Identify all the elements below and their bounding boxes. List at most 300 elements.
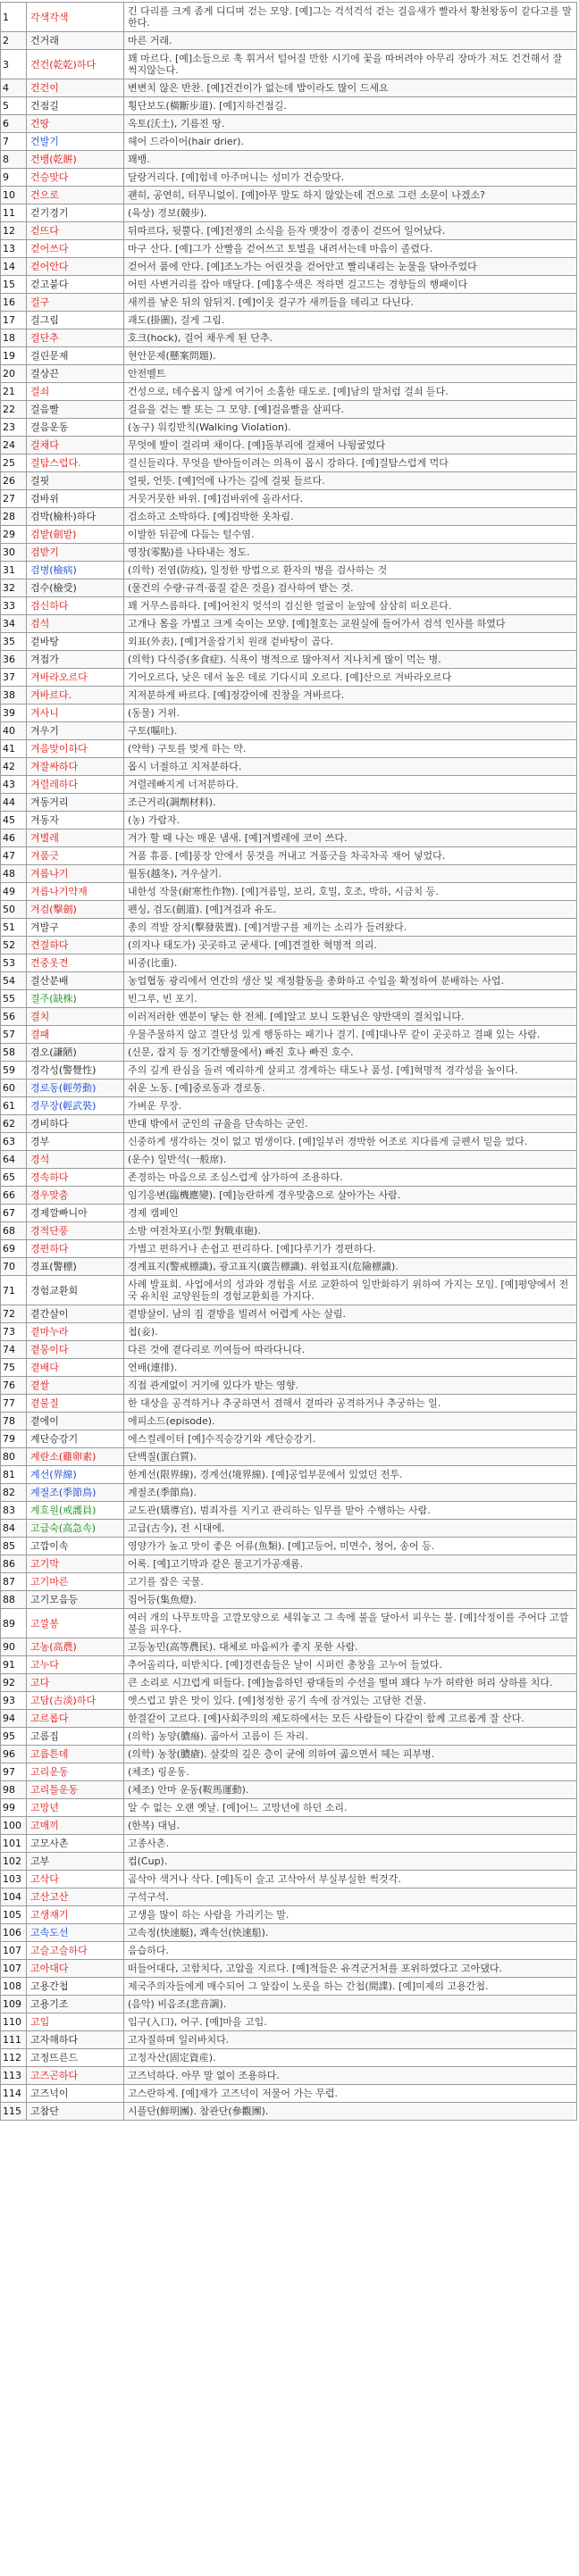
table-row <box>1 937 577 955</box>
table-row <box>1 794 577 812</box>
table-row <box>1 1763 577 1781</box>
definition: 엣스럽고 맑은 맛이 있다. [예]청정한 공기 속에 잠겨있는 고담한 건물. <box>124 1692 577 1710</box>
definition: 마른 거래. <box>124 32 577 50</box>
row-number: 47 <box>1 847 27 865</box>
headword: 걷고붙다 <box>27 276 124 294</box>
row-number: 40 <box>1 722 27 740</box>
table-row <box>1 1573 577 1591</box>
definition: 현안문제(懸案問題). <box>124 347 577 365</box>
row-number: 6 <box>1 115 27 133</box>
headword: 겨발구 <box>27 919 124 937</box>
row-number: 35 <box>1 633 27 651</box>
definition: 변변치 않은 반찬. [예]건건이가 없는데 밥이라도 많이 드세요 <box>124 79 577 97</box>
table-row <box>1 365 577 383</box>
table-row <box>1 1728 577 1746</box>
definition: 한계선(限界線), 경계선(境界線). [예]공업부문에서 있었던 전투. <box>124 1466 577 1484</box>
headword: 고르롭다 <box>27 1710 124 1728</box>
definition: 사례 발표회. 사업에서의 성과와 경험을 서로 교환하여 일반화하기 위하여 가지는 모임. [예]평양에서 전국 유치원 교양원들의 경험교환회를 가지다. <box>124 1276 577 1305</box>
table-row <box>1 1978 577 1996</box>
table-row <box>1 544 577 562</box>
table-row <box>1 133 577 151</box>
headword: 걸쇠 <box>27 383 124 401</box>
row-number: 30 <box>1 544 27 562</box>
table-row <box>1 419 577 437</box>
headword: 고산고산 <box>27 1888 124 1906</box>
headword: 곁불질 <box>27 1395 124 1413</box>
row-number: 111 <box>1 2031 27 2049</box>
row-number: 66 <box>1 1187 27 1205</box>
row-number: 3 <box>1 50 27 79</box>
definition: 걸신들리다. 무엇을 받아들이려는 의욕이 몹시 강하다. [예]걸탐스럽게 먹다 <box>124 454 577 472</box>
definition: 몹시 너절하고 지저분하다. <box>124 758 577 776</box>
definition: 신중하게 생각하는 것이 없고 범생이다. [예]일부러 경박한 어조로 지다름게 글펜서 밑을 었다. <box>124 1133 577 1151</box>
row-number: 56 <box>1 1008 27 1026</box>
definition: 이러저러한 엔분이 닿는 한 전체. [예]알고 보니 도환님은 양반댁의 결치입니다. <box>124 1008 577 1026</box>
definition: 제국주의자들에게 매수되어 그 앞잡이 노릇을 하는 간첩(間諜). [예]미제의 고용간첩. <box>124 1978 577 1996</box>
row-number: 70 <box>1 1258 27 1276</box>
definition: 내한성 작물(耐寒性作物). [예]겨름밀, 보리, 호밀, 호조, 박하, 시금치 등. <box>124 883 577 901</box>
headword: 겨동거리 <box>27 794 124 812</box>
row-number: 37 <box>1 669 27 687</box>
definition: 에피소드(episode). <box>124 1413 577 1430</box>
definition: 컵(Cup). <box>124 1853 577 1871</box>
definition: 건성으로, 데수롭지 않게 여기어 소홀한 태도로. [예]남의 말처럼 걸쇠 듣다. <box>124 383 577 401</box>
row-number: 112 <box>1 2049 27 2067</box>
row-number: 93 <box>1 1692 27 1710</box>
headword: 검수(檢受) <box>27 579 124 597</box>
definition: 곰삭아 색거나 삭다. [예]독이 슬고 고삭아서 부실부실한 썩것각. <box>124 1871 577 1888</box>
row-number: 99 <box>1 1799 27 1817</box>
headword: 걸핏 <box>27 472 124 490</box>
row-number: 38 <box>1 687 27 704</box>
headword: 겨품긋 <box>27 847 124 865</box>
row-number: 100 <box>1 1817 27 1835</box>
row-number: 13 <box>1 240 27 258</box>
headword: 건발기 <box>27 133 124 151</box>
row-number: 71 <box>1 1276 27 1305</box>
table-row <box>1 1448 577 1466</box>
definition: 빈그루, 빈 포기. <box>124 990 577 1008</box>
row-number: 107 <box>1 1942 27 1960</box>
headword: 곁쌀 <box>27 1377 124 1395</box>
headword: 걸린문제 <box>27 347 124 365</box>
headword: 곁마누라 <box>27 1323 124 1341</box>
table-row <box>1 722 577 740</box>
definition: 한 대상을 공격하거나 추궁하면서 겸해서 곁따라 공격하거나 추궁하는 일. <box>124 1395 577 1413</box>
headword: 겨바라오르다 <box>27 669 124 687</box>
headword: 검석 <box>27 615 124 633</box>
table-row <box>1 865 577 883</box>
table-row <box>1 1710 577 1728</box>
definition: (의학) 전염(防疫), 일정한 방법으로 환자의 병을 검사하는 것 <box>124 562 577 579</box>
row-number: 110 <box>1 2013 27 2031</box>
headword: 건점길 <box>27 97 124 115</box>
headword: 경편하다 <box>27 1240 124 1258</box>
definition: (의학) 농창(膿瘡). 살갗의 깊은 층이 균에 의하여 곪으면서 헤는 피부병. <box>124 1746 577 1763</box>
headword: 결주(缺株) <box>27 990 124 1008</box>
row-number: 114 <box>1 2085 27 2103</box>
definition: (약학) 구토를 멎게 하는 약. <box>124 740 577 758</box>
row-number: 12 <box>1 222 27 240</box>
definition: 뒤따르다, 뒷뿔다. [예]전쟁의 소식을 듣자 멧장이 경종이 걷뜨어 일어났다. <box>124 222 577 240</box>
row-number: 51 <box>1 919 27 937</box>
row-number: 27 <box>1 490 27 508</box>
table-row <box>1 329 577 347</box>
headword: 겨우기 <box>27 722 124 740</box>
headword: 검바위 <box>27 490 124 508</box>
headword: 걸음운동 <box>27 419 124 437</box>
headword: 경로동(輕勞動) <box>27 1080 124 1097</box>
row-number: 60 <box>1 1080 27 1097</box>
definition: 고개나 몸을 가볍고 크게 숙이는 모양. [예]철호는 교원실에 들어가서 검석 인사를 하였다 <box>124 615 577 633</box>
headword: 경험교환회 <box>27 1276 124 1305</box>
table-row <box>1 1674 577 1692</box>
headword: 경무장(輕武裝) <box>27 1097 124 1115</box>
headword: 겨검(擊劍) <box>27 901 124 919</box>
definition: 겨가 할 때 나는 매운 냄새. [예]겨별레에 코이 쓰다. <box>124 829 577 847</box>
definition: 꽤뱅. <box>124 151 577 169</box>
table-row <box>1 1205 577 1222</box>
headword: 고급숙(高急속) <box>27 1520 124 1538</box>
definition: 얼핏, 언뜻. [예]억에 나가는 길에 걸핏 들르다. <box>124 472 577 490</box>
table-row <box>1 437 577 454</box>
row-number: 77 <box>1 1395 27 1413</box>
row-number: 61 <box>1 1097 27 1115</box>
headword: 검병(檢病) <box>27 562 124 579</box>
headword: 걸구 <box>27 294 124 312</box>
row-number: 63 <box>1 1133 27 1151</box>
row-number: 52 <box>1 937 27 955</box>
definition: 검소하고 소박하다. [예]검박한 옷차림. <box>124 508 577 526</box>
row-number: 36 <box>1 651 27 669</box>
definition: 괘도(掛圖), 걸게 그림. <box>124 312 577 329</box>
table-row <box>1 383 577 401</box>
table-row <box>1 1080 577 1097</box>
row-number: 103 <box>1 1871 27 1888</box>
table-row <box>1 1996 577 2013</box>
row-number: 72 <box>1 1305 27 1323</box>
row-number: 32 <box>1 579 27 597</box>
headword: 건승맞다 <box>27 169 124 187</box>
table-row <box>1 1133 577 1151</box>
row-number: 39 <box>1 704 27 722</box>
table-row <box>1 1276 577 1305</box>
row-number: 53 <box>1 955 27 972</box>
headword: 곁배다 <box>27 1359 124 1377</box>
table-row <box>1 1591 577 1609</box>
definition: 꽤 거무스름하다. [예]어천지 엊석의 검신한 얼굴이 눈앞에 삼삼히 떠오른다. <box>124 597 577 615</box>
definition: 펜싱, 검도(劍道). [예]겨검과 유도. <box>124 901 577 919</box>
headword: 고슬고슬하다 <box>27 1942 124 1960</box>
headword: 곁간살이 <box>27 1305 124 1323</box>
table-row <box>1 115 577 133</box>
definition: 한결같이 고르다. [예]사회주의의 제도하에서는 모든 사람들이 다같이 함께 고르롭게 잘 산다. <box>124 1710 577 1728</box>
definition: (음악) 비음조(悲音調). <box>124 1996 577 2013</box>
table-row <box>1 222 577 240</box>
headword: 계호원(戒護員) <box>27 1502 124 1520</box>
table-row <box>1 1466 577 1484</box>
row-number: 98 <box>1 1781 27 1799</box>
table-row <box>1 1097 577 1115</box>
table-row <box>1 1520 577 1538</box>
table-row <box>1 1871 577 1888</box>
headword: 검받기 <box>27 544 124 562</box>
headword: 겨동자 <box>27 812 124 829</box>
table-row <box>1 1853 577 1871</box>
table-row <box>1 1692 577 1710</box>
table-row <box>1 615 577 633</box>
definition: 고생을 많이 하는 사람을 가리키는 말. <box>124 1906 577 1924</box>
row-number: 86 <box>1 1555 27 1573</box>
definition: (의지나 태도가) 곳곳하고 굳세다. [예]견결한 혁명적 의리. <box>124 937 577 955</box>
headword: 겨잘싸하다 <box>27 758 124 776</box>
row-number: 108 <box>1 1978 27 1996</box>
definition: 총의 격발 장치(擊發裝置). [예]겨발구를 제끼는 소리가 들려왔다. <box>124 919 577 937</box>
headword: 계단승강기 <box>27 1430 124 1448</box>
table-row <box>1 1799 577 1817</box>
headword: 고속도선 <box>27 1924 124 1942</box>
row-number: 25 <box>1 454 27 472</box>
headword: 고삭다 <box>27 1871 124 1888</box>
row-number: 59 <box>1 1062 27 1080</box>
row-number: 62 <box>1 1115 27 1133</box>
definition: (농구) 워킹반칙(Walking Violation). <box>124 419 577 437</box>
definition: 영장(零點)를 나타내는 정도. <box>124 544 577 562</box>
table-row <box>1 1240 577 1258</box>
table-row <box>1 1044 577 1062</box>
definition: (체조) 안마 운동(鞍馬運動). <box>124 1781 577 1799</box>
headword: 고용기조 <box>27 1996 124 2013</box>
definition: 월동(越冬), 겨우살기. <box>124 865 577 883</box>
definition: 시플단(鮮明團). 참관단(參觀團). <box>124 2103 577 2121</box>
row-number: 65 <box>1 1169 27 1187</box>
definition: (물건의 수량·규격·품질 같은 것을) 검사하여 받는 것. <box>124 579 577 597</box>
definition: 고정자산(固定資産). <box>124 2049 577 2067</box>
headword: 계절조(季節鳥) <box>27 1484 124 1502</box>
headword: 경표(警標) <box>27 1258 124 1276</box>
definition: 쉬운 노동. [예]중로동과 경로동. <box>124 1080 577 1097</box>
row-number: 2 <box>1 32 27 50</box>
table-row <box>1 187 577 204</box>
table-row <box>1 633 577 651</box>
headword: 고즈곤하다 <box>27 2067 124 2085</box>
headword: 고용간첩 <box>27 1978 124 1996</box>
table-row <box>1 490 577 508</box>
definition: 옥토(沃土), 기름진 땅. <box>124 115 577 133</box>
row-number: 87 <box>1 1573 27 1591</box>
definition: (육상) 경보(競步). <box>124 204 577 222</box>
definition: 집어등(集魚燈). <box>124 1591 577 1609</box>
row-number: 64 <box>1 1151 27 1169</box>
definition: 걸음을 걷는 빨 또는 그 모양. [예]걸음빨을 살피다. <box>124 401 577 419</box>
table-row <box>1 1924 577 1942</box>
definition: 고등농민(高等農民). 대체로 마음씨가 좋지 못한 사람. <box>124 1638 577 1656</box>
headword: 걸단추 <box>27 329 124 347</box>
row-number: 101 <box>1 1835 27 1853</box>
definition: 괜히, 공연히, 터무니없이. [예]아무 말도 하지 않았는데 건으로 그런 소문이 나겠소? <box>124 187 577 204</box>
table-row <box>1 312 577 329</box>
headword: 경적단풍 <box>27 1222 124 1240</box>
headword: 견중옷견 <box>27 955 124 972</box>
headword: 겨렬레하다 <box>27 776 124 794</box>
row-number: 94 <box>1 1710 27 1728</box>
row-number: 80 <box>1 1448 27 1466</box>
headword: 건으로 <box>27 187 124 204</box>
row-number: 23 <box>1 419 27 437</box>
table-row <box>1 579 577 597</box>
table-row <box>1 1538 577 1555</box>
vocabulary-table <box>0 2 577 2121</box>
definition: 경제 캠페인 <box>124 1205 577 1222</box>
table-row <box>1 1484 577 1502</box>
table-row <box>1 1638 577 1656</box>
table-row <box>1 204 577 222</box>
headword: 결치 <box>27 1008 124 1026</box>
table-row <box>1 1187 577 1205</box>
table-row <box>1 2067 577 2085</box>
row-number: 15 <box>1 276 27 294</box>
definition: 교도관(矯導官), 범죄자를 지키고 관리하는 임무를 맡아 수행하는 사람. <box>124 1502 577 1520</box>
headword: 고리운동 <box>27 1763 124 1781</box>
row-number: 75 <box>1 1359 27 1377</box>
definition: 구토(嘔吐). <box>124 722 577 740</box>
vocabulary-table-body <box>1 3 577 2121</box>
row-number: 91 <box>1 1656 27 1674</box>
row-number: 106 <box>1 1924 27 1942</box>
table-row <box>1 972 577 990</box>
definition: 안전벨트 <box>124 365 577 383</box>
row-number: 88 <box>1 1591 27 1609</box>
definition: 우물주물하지 않고 결단성 있게 행동하는 패기나 결기. [예]대나무 같이 곳곳하고 결패 있는 사람. <box>124 1026 577 1044</box>
definition: 고기를 잡은 국물. <box>124 1573 577 1591</box>
headword: 걸그림 <box>27 312 124 329</box>
headword: 고생쟤기 <box>27 1906 124 1924</box>
definition: 고자질하며 일러바치다. <box>124 2031 577 2049</box>
headword: 걸채다 <box>27 437 124 454</box>
definition: 주의 깊게 관심을 돌려 예리하게 살피고 경계하는 태도나 품성. [예]혁명적 경각성을 높이다. <box>124 1062 577 1080</box>
row-number: 29 <box>1 526 27 544</box>
row-number: 74 <box>1 1341 27 1359</box>
definition: 외표(外表), [예]겨울잡기치 원래 겉바탕이 곱다. <box>124 633 577 651</box>
definition: (동물) 거위. <box>124 704 577 722</box>
table-row <box>1 1746 577 1763</box>
row-number: 16 <box>1 294 27 312</box>
headword: 겨접가 <box>27 651 124 669</box>
row-number: 83 <box>1 1502 27 1520</box>
table-row <box>1 294 577 312</box>
table-row <box>1 1555 577 1573</box>
headword: 걸음빨 <box>27 401 124 419</box>
row-number: 31 <box>1 562 27 579</box>
definition: (신문, 잡지 등 정기간행물에서) 빠진 호나 빠진 호수. <box>124 1044 577 1062</box>
table-row <box>1 2031 577 2049</box>
row-number: 24 <box>1 437 27 454</box>
row-number: 109 <box>1 1996 27 2013</box>
headword: 걷기경기 <box>27 204 124 222</box>
definition: 큰 소리로 시끄럽게 떠들다. [예]놀음하던 광대들의 수선을 떨며 꽤다 누가 허락한 허리 상하를 치다. <box>124 1674 577 1692</box>
definition: 조근거리(調劑材料). <box>124 794 577 812</box>
headword: 검밭(劍밭) <box>27 526 124 544</box>
headword: 건건이 <box>27 79 124 97</box>
table-row <box>1 169 577 187</box>
row-number: 85 <box>1 1538 27 1555</box>
row-number: 1 <box>1 3 27 32</box>
definition: 고스란하게. [예]재가 고즈넉이 저물어 가는 무렵. <box>124 2085 577 2103</box>
table-row <box>1 2085 577 2103</box>
headword: 건땅 <box>27 115 124 133</box>
definition: 가벼운 무장. <box>124 1097 577 1115</box>
definition: 영양가가 높고 맛이 좋은 어류(魚類). [예]고등어, 미면수, 청어, 송어 등. <box>124 1538 577 1555</box>
row-number: 8 <box>1 151 27 169</box>
headword: 고기마른 <box>27 1573 124 1591</box>
table-row <box>1 1169 577 1187</box>
table-row <box>1 2103 577 2121</box>
row-number: 96 <box>1 1746 27 1763</box>
headword: 경부 <box>27 1133 124 1151</box>
headword: 고누다 <box>27 1656 124 1674</box>
definition: 입구(入口), 어구. [예]마을 고입. <box>124 2013 577 2031</box>
headword: 건뱅(乾餠) <box>27 151 124 169</box>
row-number: 42 <box>1 758 27 776</box>
table-row <box>1 955 577 972</box>
headword: 고깔봉 <box>27 1609 124 1638</box>
table-row <box>1 1888 577 1906</box>
row-number: 26 <box>1 472 27 490</box>
row-number: 67 <box>1 1205 27 1222</box>
table-row <box>1 1942 577 1960</box>
headword: 겸오(謙陋) <box>27 1044 124 1062</box>
definition: 긴 다리를 크게 좀게 디디며 걷는 모양. [예]그는 걱석걱석 걷는 걸음새가 빨라서 황천왕동이 같다고를 말한다. <box>124 3 577 32</box>
definition: 마구 산다. [예]그가 산빨을 걷어쓰고 토벌을 내려서는데 마음이 졸렸다. <box>124 240 577 258</box>
table-row <box>1 1115 577 1133</box>
table-row <box>1 258 577 276</box>
table-row <box>1 1323 577 1341</box>
headword: 걸탐스럽다. <box>27 454 124 472</box>
headword: 걷어안다 <box>27 258 124 276</box>
row-number: 4 <box>1 79 27 97</box>
headword: 고입 <box>27 2013 124 2031</box>
table-row <box>1 1430 577 1448</box>
headword: 겉바탕 <box>27 633 124 651</box>
row-number: 41 <box>1 740 27 758</box>
table-row <box>1 1222 577 1240</box>
row-number: 57 <box>1 1026 27 1044</box>
table-row <box>1 1359 577 1377</box>
row-number: 17 <box>1 312 27 329</box>
definition: 첩(妾). <box>124 1323 577 1341</box>
headword: 고다 <box>27 1674 124 1692</box>
headword: 고즈넉이 <box>27 2085 124 2103</box>
definition: (의학) 다식증(多食症). 식욕이 병적으로 많아져서 지나치게 많이 먹는 병. <box>124 651 577 669</box>
definition: 고급(古今), 전 시대에. <box>124 1520 577 1538</box>
definition: 고종사촌. <box>124 1835 577 1853</box>
table-row <box>1 1835 577 1853</box>
headword: 고모사촌 <box>27 1835 124 1853</box>
headword: 고정뜨른드 <box>27 2049 124 2067</box>
definition: 기어오르다, 낮은 데서 높은 데로 기다시피 오르다. [예]산으로 겨바라오르다 <box>124 669 577 687</box>
definition: 가볍고 편하거나 손쉽고 편리하다. [예]다루기가 경편하다. <box>124 1240 577 1258</box>
row-number: 104 <box>1 1888 27 1906</box>
definition: 겨렬레빠지게 너저분하다. <box>124 776 577 794</box>
definition: 음습하다. <box>124 1942 577 1960</box>
headword: 경우맞춤 <box>27 1187 124 1205</box>
definition: 어록. [예]고기막과 같은 물고기가공재롬. <box>124 1555 577 1573</box>
headword: 걷어쓰다 <box>27 240 124 258</box>
headword: 결패 <box>27 1026 124 1044</box>
definition: 달랑거리다. [예]험네 아주머니는 성미가 건승맞다. <box>124 169 577 187</box>
row-number: 7 <box>1 133 27 151</box>
row-number: 45 <box>1 812 27 829</box>
